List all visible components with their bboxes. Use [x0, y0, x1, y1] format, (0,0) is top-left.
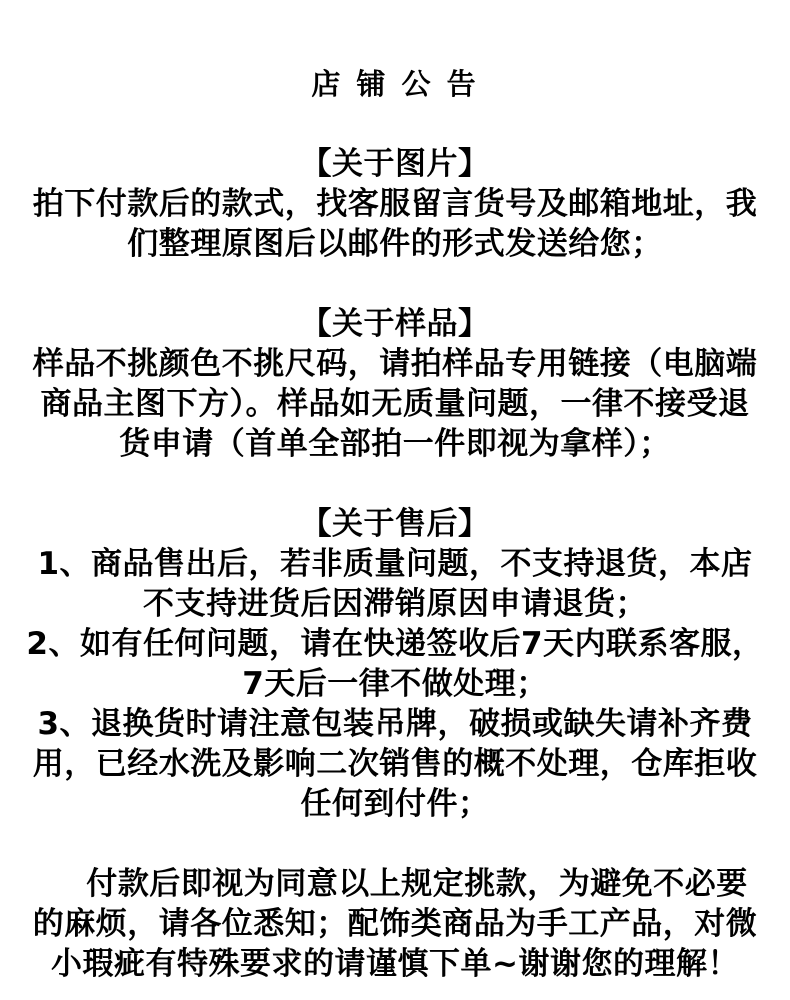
section-about-images [0, 144, 790, 264]
section-about-samples [0, 304, 790, 464]
section-line: 货申请（首单全部拍一件即视为拿样）； [119, 426, 671, 462]
section-line: 任何到付件； [300, 786, 490, 822]
section-line: 2、如有任何问题，请在快递签收后7天内联系客服， [26, 626, 764, 662]
section-line: 样品不挑颜色不挑尺码，请拍样品专用链接（电脑端 [32, 346, 758, 382]
section-line: 商品主图下方）。样品如无质量问题，一律不接受退 [40, 386, 750, 422]
section-line: 拍下付款后的款式，找客服留言货号及邮箱地址，我 [32, 186, 758, 222]
section-after-sales [0, 504, 790, 824]
closing-line: 付款后即视为同意以上规定挑款，为避免不必要 [86, 866, 748, 902]
closing-line: 的麻烦，请各位悉知；配饰类商品为手工产品，对微 [32, 906, 758, 942]
section-line: 们整理原图后以邮件的形式发送给您； [127, 226, 663, 262]
closing-line: 小瑕疵有特殊要求的请谨慎下单~谢谢您的理解！ [51, 946, 739, 982]
section-line: 7天后一律不做处理； [242, 666, 548, 702]
section-line: 1、商品售出后，若非质量问题，不支持退货，本店 [37, 546, 753, 582]
section-line: 用，已经水洗及影响二次销售的概不处理，仓库拒收 [32, 746, 758, 782]
section-line: 不支持进货后因滞销原因申请退货； [143, 586, 647, 622]
notice-title: 店 铺 公 告 [311, 67, 479, 101]
section-heading: 【关于图片】 [300, 146, 490, 182]
section-line: 3、退换货时请注意包装吊牌，破损或缺失请补齐费 [37, 706, 753, 742]
closing-paragraph [0, 864, 790, 984]
section-heading: 【关于样品】 [300, 306, 490, 342]
section-heading: 【关于售后】 [300, 506, 490, 542]
